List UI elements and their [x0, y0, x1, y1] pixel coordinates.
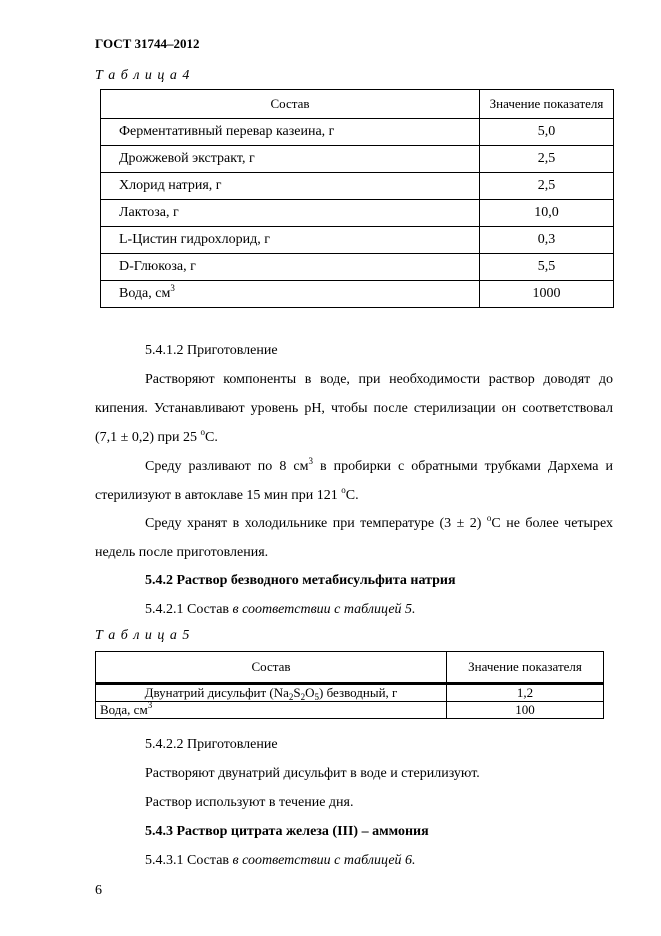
section-542-heading: 5.4.2 Раствор безводного метабисульфита натрия: [145, 573, 456, 588]
paragraph-text: С.: [205, 430, 218, 445]
formula-text: O: [305, 685, 315, 700]
table-4-header-value: Значение показателя: [480, 90, 614, 119]
table-row: [96, 702, 604, 719]
formula-text: ) безводный, г: [319, 685, 398, 700]
section-5422-paragraph-2: Раствор используют в течение дня.: [145, 795, 354, 810]
water-label: Вода, см: [119, 286, 171, 301]
section-543-heading: 5.4.3 Раствор цитрата железа (III) – аммония: [145, 824, 429, 839]
table-4-cell-value: 5,5: [480, 254, 614, 281]
superscript: 3: [308, 456, 313, 466]
table-5-caption: Т а б л и ц а 5: [95, 628, 191, 643]
section-5431-line: [145, 846, 416, 875]
table-row: [96, 684, 604, 702]
section-5412-paragraph-1: [95, 365, 613, 452]
table-4-cell-value: 0,3: [480, 227, 614, 254]
table-row: [101, 146, 614, 173]
formula-text: S: [293, 685, 301, 700]
subscript: 5: [314, 692, 320, 702]
table-5-cell-name: [96, 702, 447, 719]
table-5-cell-value: 100: [447, 702, 604, 719]
table-4-cell-name: Дрожжевой экстракт, г: [101, 146, 480, 173]
table-4-cell-name: D-Глюкоза, г: [101, 254, 480, 281]
subscript: 2: [300, 692, 306, 702]
section-5422-paragraph-1: Растворяют двунатрий дисульфит в воде и стерилизуют.: [145, 766, 480, 781]
paragraph-text: С не более четырех недель после приготовления.: [95, 516, 613, 560]
paragraph-text: 5.4.3.1 Состав: [145, 853, 233, 868]
table-4-cell-value: 1000: [480, 281, 614, 308]
section-5421-line: [145, 595, 416, 624]
table-4-cell-name: Лактоза, г: [101, 200, 480, 227]
table-reference: в соответствии с таблицей 6.: [232, 853, 416, 868]
table-4-cell-name: Хлорид натрия, г: [101, 173, 480, 200]
formula-text: Двунатрий дисульфит (Na: [144, 685, 289, 700]
section-5412-heading: 5.4.1.2 Приготовление: [145, 343, 278, 358]
superscript: 3: [170, 283, 175, 293]
paragraph-text: Среду хранят в холодильнике при температуре (3 ± 2): [145, 516, 487, 531]
table-4-cell-name: [101, 281, 480, 308]
superscript: о: [486, 513, 492, 523]
table-row: [101, 200, 614, 227]
water-label: Вода, см: [100, 702, 148, 717]
table-4: [100, 89, 614, 308]
section-5422-heading: 5.4.2.2 Приготовление: [145, 737, 278, 752]
table-4-caption: Т а б л и ц а 4: [95, 68, 191, 83]
superscript: 3: [147, 700, 153, 710]
table-4-cell-name: Ферментативный перевар казеина, г: [101, 119, 480, 146]
table-4-cell-value: 5,0: [480, 119, 614, 146]
subscript: 2: [288, 692, 294, 702]
table-4-cell-name: L-Цистин гидрохлорид, г: [101, 227, 480, 254]
table-5-header-composition: Состав: [96, 652, 447, 684]
table-4-cell-value: 2,5: [480, 146, 614, 173]
table-row: [101, 119, 614, 146]
table-4-cell-value: 2,5: [480, 173, 614, 200]
paragraph-text: 5.4.2.1 Состав: [145, 602, 233, 617]
table-reference: в соответствии с таблицей 5.: [232, 602, 416, 617]
superscript: о: [200, 427, 205, 437]
table-5: [95, 651, 604, 719]
document-header: ГОСТ 31744–2012: [95, 36, 200, 51]
table-5-cell-name: [96, 684, 447, 702]
paragraph-text: Растворяют компоненты в воде, при необходимости раствор доводят до кипения. Устанавливают уровень рН, чтобы после стерилизации он соответствовал (7,1 ± 0,2) при 25: [95, 372, 613, 445]
paragraph-text: в пробирки с обратными трубками Дархема и стерилизуют в автоклаве 15 мин при 121: [95, 459, 614, 503]
table-4-header-composition: Состав: [101, 90, 480, 119]
superscript: о: [341, 485, 346, 495]
page-number: 6: [95, 883, 102, 898]
paragraph-text: Среду разливают по 8 см: [145, 459, 309, 474]
table-4-cell-value: 10,0: [480, 200, 614, 227]
table-row: [101, 173, 614, 200]
table-5-cell-value: 1,2: [447, 684, 604, 702]
section-5412-paragraph-2: [95, 452, 613, 510]
paragraph-text: С.: [345, 488, 359, 503]
table-5-header-value: Значение показателя: [447, 652, 604, 684]
table-row: [101, 227, 614, 254]
table-row: [101, 281, 614, 308]
table-row: [101, 254, 614, 281]
section-5412-paragraph-3: [95, 509, 613, 567]
